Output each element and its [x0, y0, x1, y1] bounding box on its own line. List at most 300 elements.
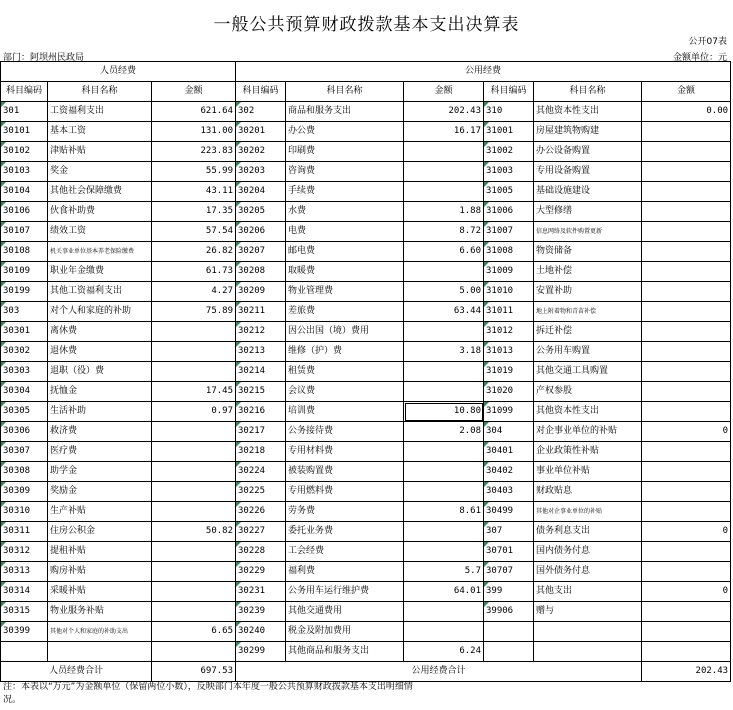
capital-amount-cell[interactable] [642, 542, 731, 562]
public-name-cell[interactable]: 税金及附加费用 [286, 622, 404, 642]
personnel-name-cell[interactable]: 采暖补贴 [48, 582, 152, 602]
capital-name-cell[interactable]: 专用设备购置 [534, 162, 642, 182]
public-amount-cell[interactable]: 5.7 [404, 562, 484, 582]
public-name-cell[interactable]: 物业管理费 [286, 282, 404, 302]
personnel-code-cell[interactable]: 30304 [1, 382, 48, 402]
capital-code-cell[interactable]: 30707 [484, 562, 534, 582]
capital-name-cell[interactable]: 对企事业单位的补贴 [534, 422, 642, 442]
column-header-code[interactable]: 科目编码 [1, 82, 48, 102]
capital-code-cell[interactable]: 30402 [484, 462, 534, 482]
personnel-amount-cell[interactable] [152, 482, 236, 502]
public-code-cell[interactable]: 30218 [236, 442, 286, 462]
capital-code-cell[interactable]: 30499 [484, 502, 534, 522]
personnel-name-cell[interactable]: 生活补助 [48, 402, 152, 422]
personnel-amount-cell[interactable]: 17.45 [152, 382, 236, 402]
public-amount-cell[interactable]: 10.80 [404, 402, 484, 422]
expenditure-table [0, 61, 731, 682]
capital-amount-cell[interactable] [642, 262, 731, 282]
personnel-name-cell[interactable]: 医疗费 [48, 442, 152, 462]
capital-code-cell[interactable]: 307 [484, 522, 534, 542]
personnel-amount-cell[interactable]: 61.73 [152, 262, 236, 282]
capital-amount-cell[interactable]: 0 [642, 582, 731, 602]
table-row [1, 202, 731, 222]
public-amount-cell[interactable]: 3.18 [404, 342, 484, 362]
public-code-cell[interactable]: 30207 [236, 242, 286, 262]
table-row [1, 282, 731, 302]
personnel-code-cell[interactable]: 30306 [1, 422, 48, 442]
personnel-name-cell[interactable]: 基本工资 [48, 122, 152, 142]
capital-name-cell[interactable]: 债务利息支出 [534, 522, 642, 542]
capital-code-cell[interactable] [484, 622, 534, 642]
capital-amount-cell[interactable] [642, 382, 731, 402]
public-code-cell[interactable]: 30213 [236, 342, 286, 362]
table-row [1, 182, 731, 202]
personnel-amount-cell[interactable] [152, 542, 236, 562]
personnel-code-cell[interactable]: 30106 [1, 202, 48, 222]
capital-name-cell[interactable]: 地上附着物和青苗补偿 [534, 302, 642, 322]
personnel-name-cell[interactable]: 对个人和家庭的补助 [48, 302, 152, 322]
personnel-amount-cell[interactable] [152, 502, 236, 522]
capital-amount-cell[interactable]: 0.00 [642, 102, 731, 122]
table-row [1, 342, 731, 362]
public-code-cell[interactable]: 30226 [236, 502, 286, 522]
personnel-amount-cell[interactable] [152, 562, 236, 582]
capital-code-cell[interactable]: 31007 [484, 222, 534, 242]
public-code-cell[interactable]: 30231 [236, 582, 286, 602]
personnel-code-cell[interactable]: 30310 [1, 502, 48, 522]
personnel-name-cell[interactable]: 其他社会保障缴费 [48, 182, 152, 202]
table-row [1, 542, 731, 562]
column-header-amount[interactable]: 金额 [152, 82, 236, 102]
capital-name-cell[interactable]: 大型修缮 [534, 202, 642, 222]
personnel-amount-cell[interactable] [152, 342, 236, 362]
public-code-cell[interactable]: 30214 [236, 362, 286, 382]
personnel-amount-cell[interactable] [152, 442, 236, 462]
personnel-code-cell[interactable]: 303 [1, 302, 48, 322]
public-name-cell[interactable]: 专用燃料费 [286, 482, 404, 502]
personnel-code-cell[interactable]: 30109 [1, 262, 48, 282]
personnel-code-cell[interactable]: 30199 [1, 282, 48, 302]
public-name-cell[interactable]: 咨询费 [286, 162, 404, 182]
public-amount-cell[interactable] [404, 382, 484, 402]
capital-code-cell[interactable]: 31010 [484, 282, 534, 302]
personnel-name-cell[interactable]: 购房补贴 [48, 562, 152, 582]
personnel-name-cell[interactable]: 奖励金 [48, 482, 152, 502]
personnel-code-cell[interactable]: 30101 [1, 122, 48, 142]
capital-code-cell[interactable]: 31006 [484, 202, 534, 222]
capital-amount-cell[interactable] [642, 322, 731, 342]
capital-amount-cell[interactable] [642, 242, 731, 262]
totals-row [1, 662, 731, 682]
capital-code-cell[interactable]: 304 [484, 422, 534, 442]
personnel-code-cell[interactable]: 30311 [1, 522, 48, 542]
public-code-cell[interactable]: 30215 [236, 382, 286, 402]
public-amount-cell[interactable] [404, 142, 484, 162]
capital-name-cell[interactable]: 拆迁补偿 [534, 322, 642, 342]
personnel-code-cell[interactable]: 30107 [1, 222, 48, 242]
capital-name-cell[interactable]: 信息网络及软件购置更新 [534, 222, 642, 242]
public-name-cell[interactable]: 办公费 [286, 122, 404, 142]
capital-amount-cell[interactable] [642, 362, 731, 382]
public-amount-cell[interactable] [404, 262, 484, 282]
amount-unit: 金额单位：元 [672, 53, 727, 63]
public-code-cell[interactable]: 30208 [236, 262, 286, 282]
capital-name-cell[interactable]: 财政贴息 [534, 482, 642, 502]
personnel-name-cell[interactable]: 生产补贴 [48, 502, 152, 522]
personnel-amount-cell[interactable] [152, 422, 236, 442]
public-name-cell[interactable]: 培训费 [286, 402, 404, 422]
personnel-name-cell[interactable]: 抚恤金 [48, 382, 152, 402]
report-title: 一般公共预算财政拨款基本支出决算表 [213, 15, 520, 35]
capital-name-cell[interactable]: 其他支出 [534, 582, 642, 602]
personnel-code-cell[interactable]: 30309 [1, 482, 48, 502]
column-header-row [1, 82, 731, 102]
personnel-name-cell[interactable]: 退休费 [48, 342, 152, 362]
capital-amount-cell[interactable]: 0 [642, 422, 731, 442]
personnel-name-cell[interactable]: 其他对个人和家庭的补助支出 [48, 622, 152, 642]
public-amount-cell[interactable] [404, 462, 484, 482]
capital-name-cell[interactable]: 其他交通工具购置 [534, 362, 642, 382]
table-row [1, 622, 731, 642]
public-code-cell[interactable]: 30224 [236, 462, 286, 482]
capital-amount-cell[interactable] [642, 142, 731, 162]
capital-name-cell[interactable] [534, 642, 642, 662]
public-name-cell[interactable]: 因公出国（境）费用 [286, 322, 404, 342]
public-code-cell[interactable]: 30209 [236, 282, 286, 302]
capital-amount-cell[interactable] [642, 162, 731, 182]
personnel-code-cell[interactable]: 30307 [1, 442, 48, 462]
public-code-cell[interactable]: 30240 [236, 622, 286, 642]
personnel-amount-cell[interactable]: 621.64 [152, 102, 236, 122]
column-header-amount[interactable]: 金额 [404, 82, 484, 102]
capital-amount-cell[interactable] [642, 622, 731, 642]
capital-name-cell[interactable]: 公务用车购置 [534, 342, 642, 362]
public-name-cell[interactable]: 劳务费 [286, 502, 404, 522]
capital-amount-cell[interactable] [642, 222, 731, 242]
personnel-code-cell[interactable]: 30315 [1, 602, 48, 622]
column-header-name[interactable]: 科目名称 [534, 82, 642, 102]
public-name-cell[interactable]: 会议费 [286, 382, 404, 402]
personnel-amount-cell[interactable] [152, 322, 236, 342]
personnel-amount-cell[interactable]: 50.82 [152, 522, 236, 542]
column-header-name[interactable]: 科目名称 [286, 82, 404, 102]
table-row [1, 582, 731, 602]
public-code-cell[interactable]: 30202 [236, 142, 286, 162]
table-row [1, 642, 731, 662]
capital-amount-cell[interactable] [642, 462, 731, 482]
capital-code-cell[interactable]: 30401 [484, 442, 534, 462]
capital-name-cell[interactable]: 土地补偿 [534, 262, 642, 282]
capital-code-cell[interactable] [484, 642, 534, 662]
personnel-name-cell[interactable]: 机关事业单位基本养老保险缴费 [48, 242, 152, 262]
personnel-code-cell[interactable]: 30102 [1, 142, 48, 162]
public-total-label[interactable]: 公用经费合计 [236, 662, 642, 682]
personnel-code-cell[interactable]: 301 [1, 102, 48, 122]
table-row [1, 102, 731, 122]
public-group-header[interactable]: 公用经费 [236, 62, 731, 82]
capital-code-cell[interactable]: 31019 [484, 362, 534, 382]
public-name-cell[interactable]: 水费 [286, 202, 404, 222]
public-amount-cell[interactable]: 8.61 [404, 502, 484, 522]
public-name-cell[interactable]: 委托业务费 [286, 522, 404, 542]
personnel-code-cell[interactable]: 30305 [1, 402, 48, 422]
capital-amount-cell[interactable] [642, 642, 731, 662]
public-name-cell[interactable]: 印刷费 [286, 142, 404, 162]
public-amount-cell[interactable] [404, 162, 484, 182]
capital-name-cell[interactable]: 赠与 [534, 602, 642, 622]
capital-code-cell[interactable]: 39906 [484, 602, 534, 622]
personnel-code-cell[interactable]: 30313 [1, 562, 48, 582]
capital-amount-cell[interactable] [642, 562, 731, 582]
capital-code-cell[interactable]: 31009 [484, 262, 534, 282]
public-name-cell[interactable]: 福利费 [286, 562, 404, 582]
capital-code-cell[interactable]: 31005 [484, 182, 534, 202]
public-code-cell[interactable]: 30239 [236, 602, 286, 622]
capital-amount-cell[interactable] [642, 302, 731, 322]
public-amount-cell[interactable] [404, 602, 484, 622]
capital-amount-cell[interactable] [642, 202, 731, 222]
public-name-cell[interactable]: 专用材料费 [286, 442, 404, 462]
public-amount-cell[interactable] [404, 442, 484, 462]
capital-name-cell[interactable]: 其他资本性支出 [534, 102, 642, 122]
table-row [1, 262, 731, 282]
table-row [1, 122, 731, 142]
public-code-cell[interactable]: 30205 [236, 202, 286, 222]
personnel-code-cell[interactable]: 30303 [1, 362, 48, 382]
table-row [1, 562, 731, 582]
capital-name-cell[interactable]: 事业单位补贴 [534, 462, 642, 482]
public-code-cell[interactable]: 30206 [236, 222, 286, 242]
table-row [1, 422, 731, 442]
personnel-name-cell[interactable]: 离休费 [48, 322, 152, 342]
public-name-cell[interactable]: 公务接待费 [286, 422, 404, 442]
capital-code-cell[interactable]: 399 [484, 582, 534, 602]
table-row [1, 362, 731, 382]
public-name-cell[interactable]: 差旅费 [286, 302, 404, 322]
public-name-cell[interactable]: 维修（护）费 [286, 342, 404, 362]
column-header-name[interactable]: 科目名称 [48, 82, 152, 102]
capital-amount-cell[interactable]: 0 [642, 522, 731, 542]
capital-code-cell[interactable]: 31008 [484, 242, 534, 262]
capital-name-cell[interactable]: 国外债务付息 [534, 562, 642, 582]
public-amount-cell[interactable]: 202.43 [404, 102, 484, 122]
public-amount-cell[interactable]: 8.72 [404, 222, 484, 242]
public-name-cell[interactable]: 其他交通费用 [286, 602, 404, 622]
personnel-code-cell[interactable]: 30104 [1, 182, 48, 202]
public-name-cell[interactable]: 取暖费 [286, 262, 404, 282]
table-row [1, 162, 731, 182]
public-amount-cell[interactable] [404, 522, 484, 542]
column-header-amount[interactable]: 金额 [642, 82, 731, 102]
capital-name-cell[interactable]: 产权参股 [534, 382, 642, 402]
capital-amount-cell[interactable] [642, 342, 731, 362]
public-code-cell[interactable]: 30211 [236, 302, 286, 322]
public-code-cell[interactable]: 30212 [236, 322, 286, 342]
personnel-code-cell[interactable]: 30308 [1, 462, 48, 482]
table-row [1, 602, 731, 622]
public-amount-cell[interactable] [404, 482, 484, 502]
capital-name-cell[interactable]: 基础设施建设 [534, 182, 642, 202]
public-name-cell[interactable]: 邮电费 [286, 242, 404, 262]
table-row [1, 462, 731, 482]
table-row [1, 482, 731, 502]
personnel-name-cell[interactable]: 退职（役）费 [48, 362, 152, 382]
public-name-cell[interactable]: 手续费 [286, 182, 404, 202]
capital-amount-cell[interactable] [642, 402, 731, 422]
public-name-cell[interactable]: 其他商品和服务支出 [286, 642, 404, 662]
public-name-cell[interactable]: 电费 [286, 222, 404, 242]
public-code-cell[interactable]: 30225 [236, 482, 286, 502]
capital-code-cell[interactable]: 31013 [484, 342, 534, 362]
personnel-amount-cell[interactable]: 131.00 [152, 122, 236, 142]
personnel-name-cell[interactable]: 助学金 [48, 462, 152, 482]
capital-name-cell[interactable]: 其他对企事业单位的补贴 [534, 502, 642, 522]
personnel-code-cell[interactable]: 30302 [1, 342, 48, 362]
personnel-amount-cell[interactable]: 17.35 [152, 202, 236, 222]
capital-code-cell[interactable]: 31001 [484, 122, 534, 142]
personnel-code-cell[interactable]: 30312 [1, 542, 48, 562]
personnel-name-cell[interactable]: 提租补贴 [48, 542, 152, 562]
personnel-total-value[interactable]: 697.53 [152, 662, 236, 682]
personnel-amount-cell[interactable] [152, 462, 236, 482]
column-header-code[interactable]: 科目编码 [236, 82, 286, 102]
capital-amount-cell[interactable] [642, 482, 731, 502]
personnel-amount-cell[interactable]: 223.83 [152, 142, 236, 162]
personnel-code-cell[interactable]: 30108 [1, 242, 48, 262]
table-row [1, 302, 731, 322]
capital-name-cell[interactable]: 房屋建筑物购建 [534, 122, 642, 142]
column-header-code[interactable]: 科目编码 [484, 82, 534, 102]
capital-code-cell[interactable]: 31099 [484, 402, 534, 422]
public-code-cell[interactable]: 30227 [236, 522, 286, 542]
capital-name-cell[interactable]: 物资储备 [534, 242, 642, 262]
form-number: 公开07表 [688, 37, 727, 47]
capital-name-cell[interactable]: 国内债务付息 [534, 542, 642, 562]
personnel-code-cell[interactable]: 30103 [1, 162, 48, 182]
public-amount-cell[interactable]: 64.01 [404, 582, 484, 602]
table-row [1, 442, 731, 462]
public-amount-cell[interactable]: 5.00 [404, 282, 484, 302]
capital-name-cell[interactable]: 其他资本性支出 [534, 402, 642, 422]
personnel-name-cell[interactable]: 职业年金缴费 [48, 262, 152, 282]
personnel-name-cell[interactable]: 其他工资福利支出 [48, 282, 152, 302]
personnel-code-cell[interactable]: 30399 [1, 622, 48, 642]
personnel-amount-cell[interactable] [152, 582, 236, 602]
public-name-cell[interactable]: 被装购置费 [286, 462, 404, 482]
personnel-amount-cell[interactable]: 43.11 [152, 182, 236, 202]
department-label: 部门：阿坝州民政局 [3, 53, 85, 63]
public-amount-cell[interactable]: 1.88 [404, 202, 484, 222]
table-row [1, 382, 731, 402]
footnote: 注：本表以“万元”为金额单位（保留两位小数），反映部门本年度一般公共预算财政拨款基本支出明细情况。 [3, 682, 413, 705]
personnel-name-cell[interactable]: 住房公积金 [48, 522, 152, 542]
public-amount-cell[interactable] [404, 362, 484, 382]
public-amount-cell[interactable] [404, 182, 484, 202]
personnel-amount-cell[interactable]: 55.99 [152, 162, 236, 182]
personnel-name-cell[interactable]: 伙食补助费 [48, 202, 152, 222]
personnel-name-cell[interactable]: 津贴补贴 [48, 142, 152, 162]
table-row [1, 142, 731, 162]
personnel-amount-cell[interactable] [152, 602, 236, 622]
public-amount-cell[interactable]: 63.44 [404, 302, 484, 322]
public-name-cell[interactable]: 公务用车运行维护费 [286, 582, 404, 602]
personnel-code-cell[interactable] [1, 642, 48, 662]
personnel-amount-cell[interactable]: 75.89 [152, 302, 236, 322]
public-code-cell[interactable]: 30229 [236, 562, 286, 582]
personnel-amount-cell[interactable]: 6.65 [152, 622, 236, 642]
capital-amount-cell[interactable] [642, 442, 731, 462]
public-amount-cell[interactable] [404, 542, 484, 562]
capital-code-cell[interactable]: 30403 [484, 482, 534, 502]
public-code-cell[interactable]: 30216 [236, 402, 286, 422]
capital-code-cell[interactable]: 31020 [484, 382, 534, 402]
public-amount-cell[interactable]: 6.60 [404, 242, 484, 262]
public-name-cell[interactable]: 工会经费 [286, 542, 404, 562]
capital-amount-cell[interactable] [642, 502, 731, 522]
personnel-group-header[interactable]: 人员经费 [1, 62, 236, 82]
capital-name-cell[interactable]: 安置补助 [534, 282, 642, 302]
table-row [1, 242, 731, 262]
capital-code-cell[interactable]: 31003 [484, 162, 534, 182]
group-header-row [1, 62, 731, 82]
public-amount-cell[interactable] [404, 622, 484, 642]
capital-code-cell[interactable]: 31011 [484, 302, 534, 322]
personnel-amount-cell[interactable]: 0.97 [152, 402, 236, 422]
public-code-cell[interactable]: 30201 [236, 122, 286, 142]
personnel-amount-cell[interactable]: 57.54 [152, 222, 236, 242]
personnel-amount-cell[interactable] [152, 362, 236, 382]
public-name-cell[interactable]: 租赁费 [286, 362, 404, 382]
personnel-total-label[interactable]: 人员经费合计 [1, 662, 152, 682]
public-code-cell[interactable]: 30299 [236, 642, 286, 662]
capital-amount-cell[interactable] [642, 182, 731, 202]
personnel-amount-cell[interactable] [152, 642, 236, 662]
capital-name-cell[interactable] [534, 622, 642, 642]
public-code-cell[interactable]: 30217 [236, 422, 286, 442]
public-total-value[interactable]: 202.43 [642, 662, 731, 682]
public-code-cell[interactable]: 30228 [236, 542, 286, 562]
personnel-amount-cell[interactable]: 4.27 [152, 282, 236, 302]
personnel-name-cell[interactable] [48, 642, 152, 662]
capital-code-cell[interactable]: 310 [484, 102, 534, 122]
personnel-amount-cell[interactable]: 26.82 [152, 242, 236, 262]
capital-amount-cell[interactable] [642, 122, 731, 142]
public-code-cell[interactable]: 30204 [236, 182, 286, 202]
public-amount-cell[interactable]: 6.24 [404, 642, 484, 662]
public-code-cell[interactable]: 30203 [236, 162, 286, 182]
capital-code-cell[interactable]: 31002 [484, 142, 534, 162]
personnel-name-cell[interactable]: 物业服务补贴 [48, 602, 152, 622]
personnel-code-cell[interactable]: 30314 [1, 582, 48, 602]
capital-name-cell[interactable]: 办公设备购置 [534, 142, 642, 162]
table-row [1, 522, 731, 542]
public-amount-cell[interactable]: 2.08 [404, 422, 484, 442]
personnel-name-cell[interactable]: 工资福利支出 [48, 102, 152, 122]
personnel-name-cell[interactable]: 救济费 [48, 422, 152, 442]
public-name-cell[interactable]: 商品和服务支出 [286, 102, 404, 122]
public-amount-cell[interactable]: 16.17 [404, 122, 484, 142]
public-code-cell[interactable]: 302 [236, 102, 286, 122]
capital-amount-cell[interactable] [642, 602, 731, 622]
personnel-code-cell[interactable]: 30301 [1, 322, 48, 342]
personnel-name-cell[interactable]: 奖金 [48, 162, 152, 182]
capital-name-cell[interactable]: 企业政策性补贴 [534, 442, 642, 462]
capital-amount-cell[interactable] [642, 282, 731, 302]
personnel-name-cell[interactable]: 绩效工资 [48, 222, 152, 242]
public-amount-cell[interactable] [404, 322, 484, 342]
capital-code-cell[interactable]: 30701 [484, 542, 534, 562]
capital-code-cell[interactable]: 31012 [484, 322, 534, 342]
